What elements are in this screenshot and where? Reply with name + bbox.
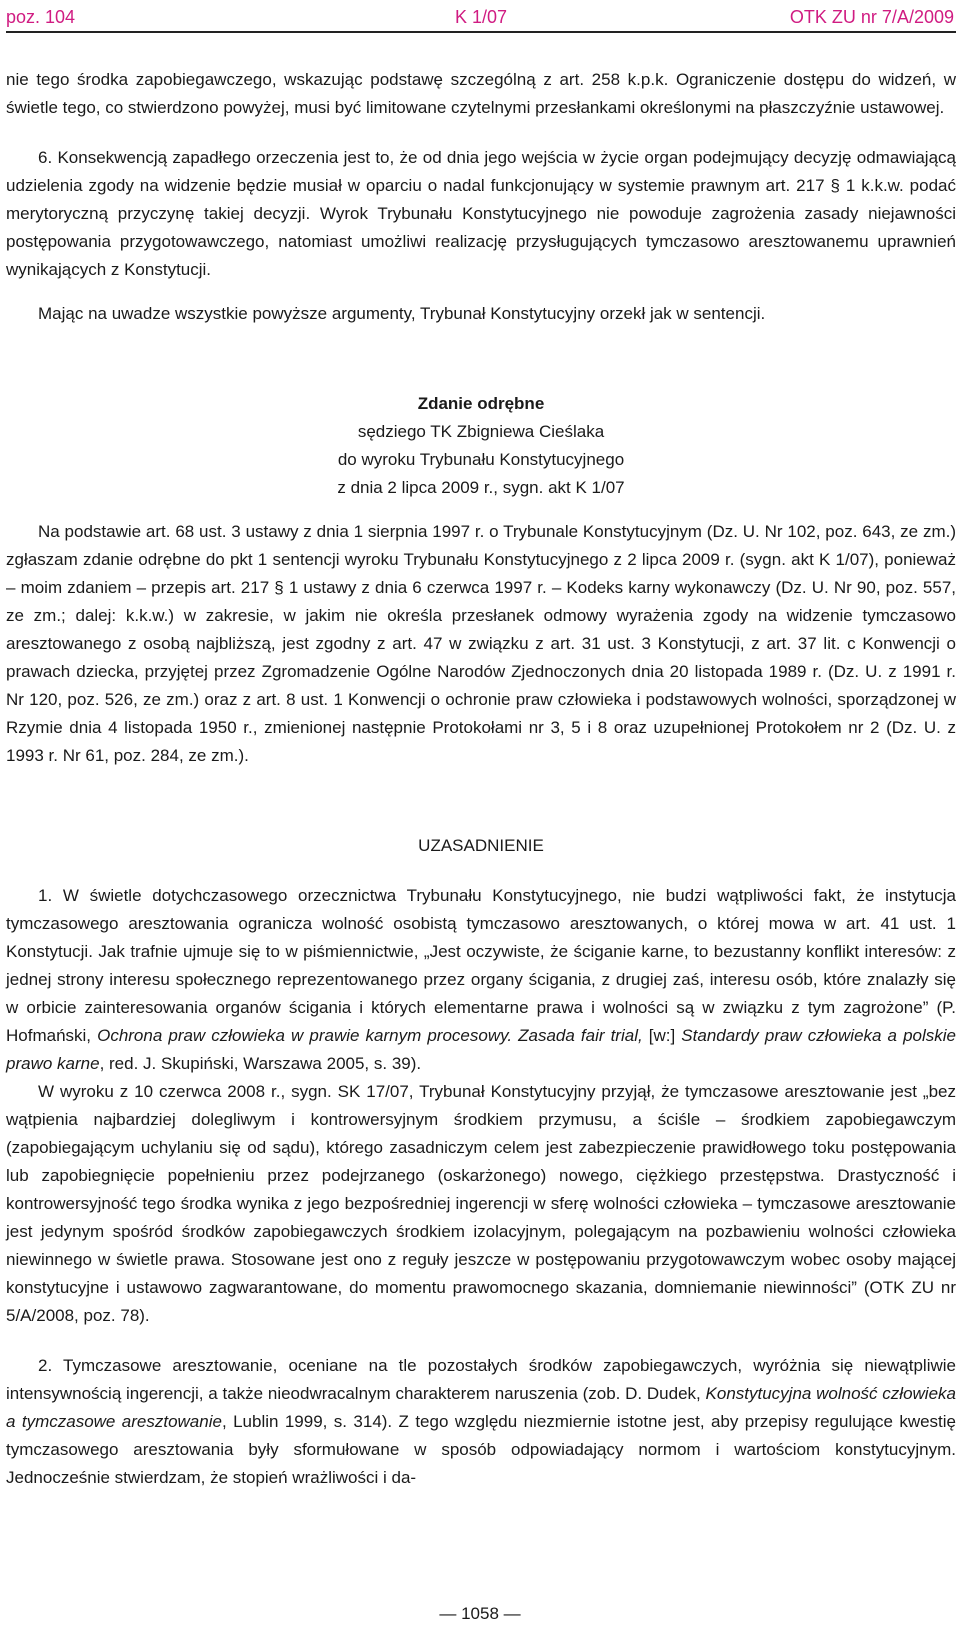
- paragraph-continuation: nie tego środka zapobiegawczego, wskazując podstawę szczególną z art. 258 k.p.k. Ograniczenie dostępu do widzeń, w świetle tego, co stwierdzono powyżej, musi być limitowane czytelnymi przesłankami określonymi na płaszczyźnie ustawowej.: [6, 70, 956, 117]
- section-2-citation-title: Konstytucyjna wolność człowieka a tymczasowe aresztowanie: [6, 1384, 956, 1431]
- section-2-text-a: 2. Tymczasowe aresztowanie, oceniane na tle pozostałych środków zapobiegawczych, wyróżnia się niewątpliwie intensywnością ingerencji, a także nieodwracalnym charakterem naruszenia (zob. D. Dudek,: [6, 1356, 956, 1403]
- section-1-text-e: , red. J. Skupiński, Warszawa 2005, s. 39).: [99, 1054, 422, 1073]
- dissent-date-ref: z dnia 2 lipca 2009 r., sygn. akt K 1/07: [337, 478, 625, 497]
- running-header: [6, 3, 956, 33]
- header-journal: OTK ZU nr 7/A/2009: [789, 7, 954, 27]
- paragraph-6: 6. Konsekwencją zapadłego orzeczenia jest to, że od dnia jego wejścia w życie organ podejmujący decyzję odmawiającą udzielenia zgody na widzenie będzie musiał w oparciu o nadal funkcjonujący w systemie prawnym art. 217 § 1 k.k.w. podać merytoryczną przyczynę takiej decyzji. Wyrok Trybunału Konstytucyjnego nie powoduje zagrożenia zasady niejawności postępowania przygotowawczego, natomiast umożliwi realizację przysługujących tymczasowo aresztowanemu uprawnień wynikających z Konstytucji.: [6, 148, 956, 279]
- section-1-text-a: 1. W świetle dotychczasowego orzecznictwa Trybunału Konstytucyjnego, nie budzi wątpliwości fakt, że instytucja tymczasowego aresztowania ogranicza wolność osobistą tymczasowo aresztowanych, o której mowa w art. 41 ust. 1 Konstytucji. Jak trafnie ujmuje się to w piśmiennictwie, „Jest oczywiste, że ściganie karne, to bezustanny konflikt interesów: z jednej strony interesu społecznego reprezentowanego przez organy ścigania, z drugiej zaś, interesu osób, które znalazły się w orbicie zainteresowania organów ścigania i których elementarne prawa i wolności są w związku z tym zagrożone” (P. Hofmański,: [6, 886, 956, 1045]
- section-1-paragraph-2: W wyroku z 10 czerwca 2008 r., sygn. SK 17/07, Trybunał Konstytucyjny przyjął, że tymczasowe aresztowanie jest „bez wątpienia najbardziej dolegliwym i kontrowersyjnym środkiem przymusu, a ściśle – środkiem zapobiegawczym (zapobiegającym uchylaniu się od sądu), którego zasadniczym celem jest zabezpieczenie prawidłowego toku postępowania lub zapobiegnięcie popełnieniu przez podejrzanego (oskarżonego) nowego, ciężkiego przestępstwa. Drastyczność i kontrowersyjność tego środka wynika z jego bezpośredniej ingerencji w sferę wolności człowieka – tymczasowe aresztowanie jest jedynym spośród środków zapobiegawczych środkiem izolacyjnym, polegającym na pozbawieniu wolności człowieka niewinnego w świetle prawa. Stosowane jest ono z reguły jeszcze w postępowaniu przygotowawczym wobec osoby mającej konstytucyjne i ustawowo zagwarantowane, do momentu prawomocnego skazania, domniemanie niewinności” (OTK ZU nr 5/A/2008, poz. 78).: [6, 1082, 956, 1325]
- section-2-paragraph: [6, 1352, 956, 1492]
- section-1-citation-book: Standardy praw człowieka a polskie prawo karne: [6, 1026, 956, 1073]
- section-1-citation-title: Ochrona praw człowieka w prawie karnym procesowy. Zasada fair trial,: [97, 1026, 643, 1045]
- section-2-text-c: , Lublin 1999, s. 314). Z tego względu niezmiernie istotne jest, aby przepisy regulujące kwestię tymczasowego aresztowania były sformułowane w sposób odpowiadający normom i wartościom konstytucyjnym. Jednocześnie stwierdzam, że stopień wrażliwości i da-: [6, 1412, 957, 1487]
- dissent-title: Zdanie odrębne: [417, 394, 545, 413]
- section-1-text-c: [w:]: [642, 1026, 682, 1045]
- dissent-heading: [6, 390, 956, 502]
- dissent-body: Na podstawie art. 68 ust. 3 ustawy z dnia 1 sierpnia 1997 r. o Trybunale Konstytucyjnym (Dz. U. Nr 102, poz. 643, ze zm.) zgłaszam zdanie odrębne do pkt 1 sentencji wyroku Trybunału Konstytucyjnego z 2 lipca 2009 r. (sygn. akt K 1/07), ponieważ – moim zdaniem – przepis art. 217 § 1 ustawy z dnia 6 czerwca 1997 r. – Kodeks karny wykonawczy (Dz. U. Nr 90, poz. 557, ze zm.; dalej: k.k.w.) w zakresie, w jakim nie określa przesłanek odmowy wyrażenia zgody na widzenie tymczasowo aresztowanego z osobą najbliższą, jest zgodny z art. 47 w związku z art. 31 ust. 3 Konstytucji, z art. 37 lit. c Konwencji o prawach dziecka, przyjętej przez Zgromadzenie Ogólne Narodów Zjednoczonych dnia 20 listopada 1989 r. (Dz. U. z 1991 r. Nr 120, poz. 526, ze zm.) oraz z art. 8 ust. 1 Konwencji o ochronie praw człowieka i podstawowych wolności, sporządzonej w Rzymie dnia 4 listopada 1950 r., zmienionej następnie Protokołami nr 3, 5 i 8 oraz uzupełnionej Protokołem nr 2 (Dz. U. z 1993 r. Nr 61, poz. 284, ze zm.).: [6, 522, 956, 765]
- dissent-judge: sędziego TK Zbigniewa Cieślaka: [357, 422, 605, 441]
- paragraph-conclusion: Mając na uwadze wszystkie powyższe argumenty, Trybunał Konstytucyjny orzekł jak w sentencji.: [38, 304, 766, 323]
- section-title: UZASADNIENIE: [418, 836, 544, 855]
- header-position: poz. 104: [6, 7, 76, 27]
- document-body: [6, 66, 956, 1492]
- page-number: — 1058 —: [439, 1604, 521, 1623]
- section-1-paragraph: [6, 882, 956, 1078]
- dissent-judgment-ref: do wyroku Trybunału Konstytucyjnego: [337, 450, 625, 469]
- header-case-number: K 1/07: [454, 7, 508, 27]
